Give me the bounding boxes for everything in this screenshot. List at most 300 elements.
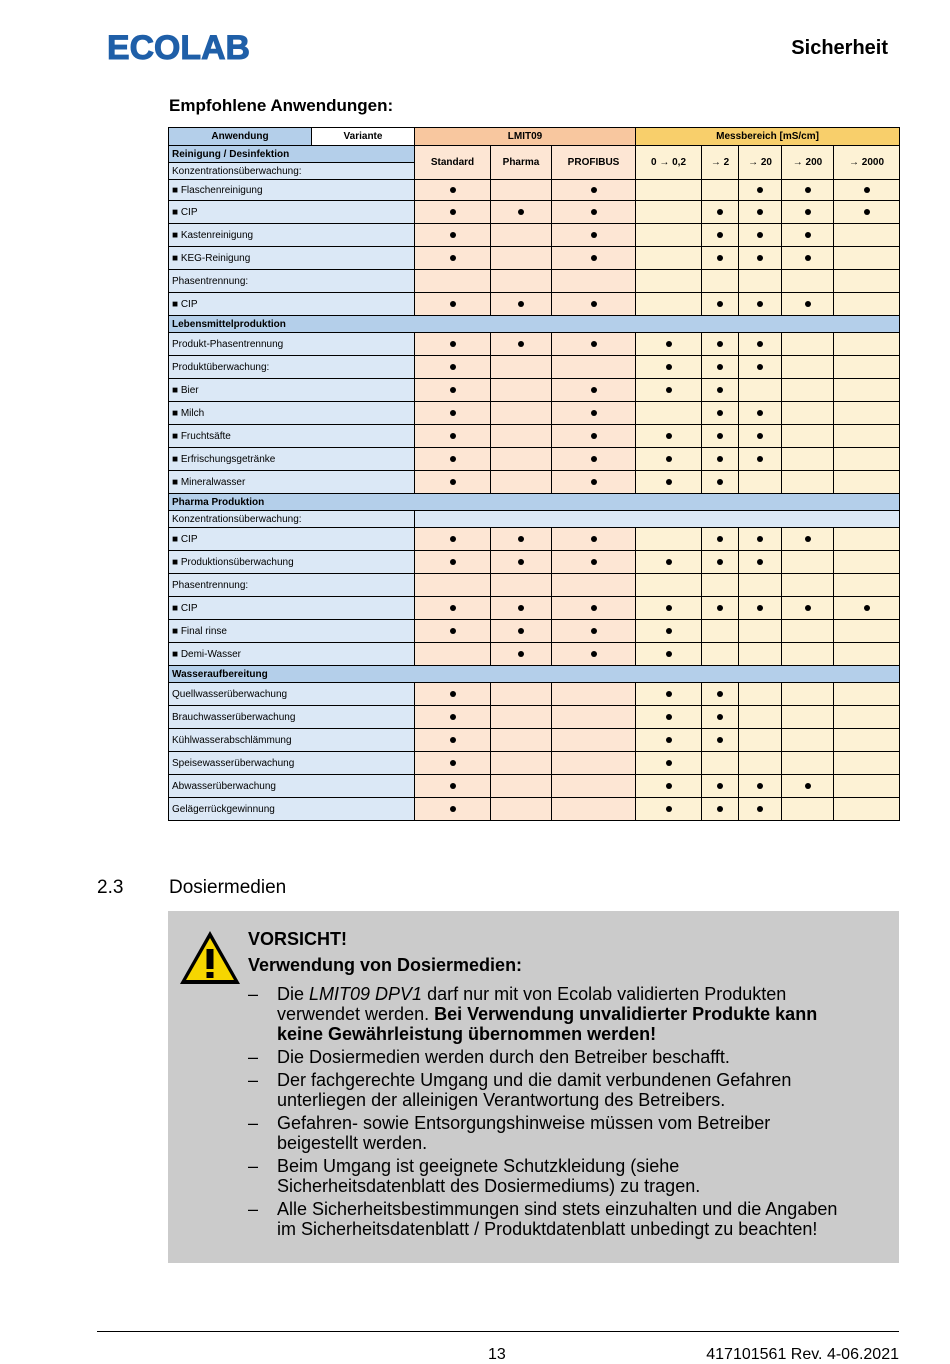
warning-text: darf nur mit von Ecolab validierten Produkten verwendet werden. [277, 984, 787, 1024]
dot-cell [834, 402, 900, 425]
recommended-dot [591, 628, 597, 634]
table-row [169, 706, 900, 729]
dot-cell [739, 643, 782, 666]
dot-cell [702, 224, 739, 247]
subheader-cell: PROFIBUS [552, 146, 636, 180]
recommended-dot [717, 387, 723, 393]
dot-cell [491, 729, 552, 752]
recommended-title: Empfohlene Anwendungen: [169, 96, 394, 115]
recommended-dot [450, 628, 456, 634]
table-row [169, 448, 900, 471]
dot-cell [552, 270, 636, 293]
row-label: Produkt-Phasentrennung [169, 333, 415, 356]
dot-cell [415, 425, 491, 448]
dot-cell [782, 224, 834, 247]
recommended-dot [717, 301, 723, 307]
col-anwendung: Anwendung [169, 128, 312, 146]
dot-cell [834, 752, 900, 775]
dot-cell [636, 448, 702, 471]
table-row [169, 224, 900, 247]
dot-cell [415, 201, 491, 224]
dot-cell [834, 597, 900, 620]
dot-cell [415, 798, 491, 821]
recommended-dot [450, 255, 456, 261]
dot-cell [834, 471, 900, 494]
dot-cell [782, 597, 834, 620]
recommended-dot [591, 651, 597, 657]
recommended-dot [757, 536, 763, 542]
section-header: Sicherheit [791, 37, 888, 59]
row-label: Brauchwasserüberwachung [169, 706, 415, 729]
dot-cell [491, 683, 552, 706]
recommended-dot [591, 605, 597, 611]
dot-cell [552, 180, 636, 201]
recommended-dot [757, 433, 763, 439]
row-label: ■ Flaschenreinigung [169, 180, 415, 201]
warning-text: Die [277, 984, 310, 1004]
dot-cell [491, 775, 552, 798]
group-label: Reinigung / Desinfektion [169, 146, 415, 163]
col-variante: Variante [312, 128, 415, 146]
dot-cell [739, 683, 782, 706]
dot-cell [834, 247, 900, 270]
dot-cell [636, 293, 702, 316]
dot-cell [739, 356, 782, 379]
table-row [169, 729, 900, 752]
recommended-dot [757, 605, 763, 611]
table-row [169, 356, 900, 379]
dot-cell [491, 706, 552, 729]
dot-cell [834, 356, 900, 379]
dot-cell [702, 448, 739, 471]
dot-cell [491, 798, 552, 821]
dot-cell [739, 201, 782, 224]
recommended-dot [591, 341, 597, 347]
dot-cell [415, 620, 491, 643]
dot-cell [552, 729, 636, 752]
recommended-dot [450, 536, 456, 542]
recommended-dot [757, 232, 763, 238]
row-label: ■ CIP [169, 201, 415, 224]
table-row [169, 402, 900, 425]
dot-cell [739, 775, 782, 798]
dot-cell [834, 620, 900, 643]
dot-cell [415, 683, 491, 706]
group-row [169, 146, 900, 163]
recommended-dot [666, 760, 672, 766]
table-row [169, 247, 900, 270]
recommended-dot [450, 209, 456, 215]
subheader-cell: → 20 [739, 146, 782, 180]
row-label: ■ CIP [169, 293, 415, 316]
warning-item: – Die Dosiermedien werden durch den Betreiber beschafft. [248, 1047, 730, 1067]
recommended-dot [450, 737, 456, 743]
dot-cell [491, 333, 552, 356]
recommended-dot [591, 559, 597, 565]
recommended-dot [591, 433, 597, 439]
col-lmit09: LMIT09 [415, 128, 636, 146]
col-messbereich: Messbereich [mS/cm] [636, 128, 900, 146]
recommended-dot [666, 364, 672, 370]
dot-cell [702, 798, 739, 821]
dot-cell [415, 402, 491, 425]
dot-cell [491, 752, 552, 775]
recommended-dot [666, 783, 672, 789]
recommended-dot [757, 783, 763, 789]
group-row [169, 666, 900, 683]
dot-cell [491, 402, 552, 425]
recommended-dot [805, 605, 811, 611]
dot-cell [636, 201, 702, 224]
recommended-dot [757, 559, 763, 565]
dot-cell [782, 775, 834, 798]
recommended-dot [450, 783, 456, 789]
dot-cell [552, 379, 636, 402]
dot-cell [834, 293, 900, 316]
dot-cell [415, 247, 491, 270]
row-label: ■ CIP [169, 597, 415, 620]
dot-cell [636, 471, 702, 494]
table-row [169, 201, 900, 224]
recommended-dot [666, 651, 672, 657]
dot-cell [702, 528, 739, 551]
dot-cell [552, 356, 636, 379]
dot-cell [739, 597, 782, 620]
table-row [169, 293, 900, 316]
dot-cell [702, 574, 739, 597]
dot-cell [415, 224, 491, 247]
warning-box [168, 911, 899, 1263]
dot-cell [415, 448, 491, 471]
row-label: Gelägerrückgewinnung [169, 798, 415, 821]
recommended-dot [518, 301, 524, 307]
dot-cell [491, 551, 552, 574]
dot-cell [739, 471, 782, 494]
dot-cell [739, 752, 782, 775]
dot-cell [739, 293, 782, 316]
recommended-dot [666, 456, 672, 462]
recommended-dot [757, 364, 763, 370]
footer-divider [97, 1331, 899, 1332]
warning-triangle-icon [178, 929, 242, 987]
dot-cell [415, 379, 491, 402]
dot-cell [834, 551, 900, 574]
row-label: ■ Kastenreinigung [169, 224, 415, 247]
dot-cell [702, 683, 739, 706]
row-label: Phasentrennung: [169, 270, 415, 293]
dot-cell [491, 247, 552, 270]
dash: – [248, 984, 259, 1004]
recommended-dot [864, 209, 870, 215]
dot-cell [491, 574, 552, 597]
dot-cell [834, 775, 900, 798]
dot-cell [739, 551, 782, 574]
dot-cell [415, 775, 491, 798]
warning-text: Gefahren- sowie Entsorgungshinweise müssen vom Betreiber beigestellt werden. [277, 1113, 771, 1153]
recommended-dot [717, 341, 723, 347]
table-row [169, 180, 900, 201]
recommended-dot [591, 209, 597, 215]
row-label: ■ Milch [169, 402, 415, 425]
warning-item: – Alle Sicherheitsbestimmungen sind stets einzuhalten und die Angaben im Sicherheitsdatenblatt / Produktdatenblatt unbedingt zu beachten! [248, 1199, 838, 1239]
table-row [169, 379, 900, 402]
dot-cell [552, 425, 636, 448]
dot-cell [702, 551, 739, 574]
recommended-dot [717, 737, 723, 743]
dot-cell [415, 729, 491, 752]
dot-cell [552, 471, 636, 494]
dot-cell [636, 379, 702, 402]
warning-text: Die Dosiermedien werden durch den Betreiber beschafft. [277, 1047, 730, 1067]
row-label: ■ Bier [169, 379, 415, 402]
recommended-dot [666, 691, 672, 697]
recommended-dot [666, 387, 672, 393]
recommended-dot [591, 387, 597, 393]
row-label: Abwasserüberwachung [169, 775, 415, 798]
recommended-dot [757, 301, 763, 307]
dot-cell [834, 729, 900, 752]
dot-cell [636, 247, 702, 270]
dot-cell [491, 224, 552, 247]
dot-cell [552, 597, 636, 620]
recommended-dot [450, 714, 456, 720]
dot-cell [702, 729, 739, 752]
recommended-dot [805, 536, 811, 542]
recommended-dot [518, 651, 524, 657]
dot-cell [636, 333, 702, 356]
table-row [169, 620, 900, 643]
dot-cell [552, 224, 636, 247]
recommended-dot [757, 341, 763, 347]
dot-cell [739, 180, 782, 201]
dot-cell [636, 180, 702, 201]
recommended-dot [666, 341, 672, 347]
table-row [169, 683, 900, 706]
recommended-dot [717, 479, 723, 485]
dot-cell [552, 798, 636, 821]
dot-cell [636, 270, 702, 293]
table-row [169, 597, 900, 620]
recommended-dot [666, 559, 672, 565]
dot-cell [782, 180, 834, 201]
recommended-dot [805, 187, 811, 193]
dot-cell [702, 356, 739, 379]
dot-cell [636, 425, 702, 448]
recommended-dot [450, 760, 456, 766]
row-label: Quellwasserüberwachung [169, 683, 415, 706]
subheader-cell: → 2 [702, 146, 739, 180]
recommended-dot [591, 479, 597, 485]
dot-cell [782, 448, 834, 471]
dot-cell [552, 620, 636, 643]
recommended-dot [450, 456, 456, 462]
dot-cell [782, 752, 834, 775]
row-label: Konzentrationsüberwachung: [169, 511, 415, 528]
dot-cell [491, 597, 552, 620]
dot-cell [834, 643, 900, 666]
dot-cell [782, 620, 834, 643]
row-label: ■ Erfrischungsgetränke [169, 448, 415, 471]
recommended-dot [717, 806, 723, 812]
warning-emphasis: Bei Verwendung unvalidierter Produkte kann keine Gewährleistung übernommen werden! [277, 1004, 818, 1044]
recommended-dot [717, 559, 723, 565]
dot-cell [739, 706, 782, 729]
dot-cell [415, 528, 491, 551]
recommended-dot [518, 628, 524, 634]
dot-cell [552, 551, 636, 574]
group-label: Wasseraufbereitung [169, 666, 900, 683]
table-row [169, 551, 900, 574]
dot-cell [834, 379, 900, 402]
dot-cell [552, 752, 636, 775]
dot-cell [636, 574, 702, 597]
dot-cell [552, 574, 636, 597]
recommended-dot [518, 341, 524, 347]
dot-cell [782, 293, 834, 316]
dot-cell [782, 356, 834, 379]
recommended-dot [864, 187, 870, 193]
recommended-dot [757, 255, 763, 261]
dot-cell [782, 425, 834, 448]
dot-cell [739, 379, 782, 402]
dot-cell [782, 551, 834, 574]
subheader-cell: Pharma [491, 146, 552, 180]
recommended-dot [450, 187, 456, 193]
dot-cell [834, 201, 900, 224]
dot-cell [739, 270, 782, 293]
recommended-dot [518, 605, 524, 611]
dot-cell [491, 528, 552, 551]
row-label: ■ CIP [169, 528, 415, 551]
dot-cell [702, 270, 739, 293]
dot-cell [834, 706, 900, 729]
dot-cell [415, 706, 491, 729]
dot-cell [834, 180, 900, 201]
subheader-cell: → 2000 [834, 146, 900, 180]
recommended-dot [757, 209, 763, 215]
dot-cell [491, 356, 552, 379]
recommended-dot [518, 209, 524, 215]
recommended-dot [717, 783, 723, 789]
recommended-dot [717, 714, 723, 720]
dot-cell [491, 379, 552, 402]
dot-cell [782, 333, 834, 356]
recommended-dot [757, 456, 763, 462]
product-name: LMIT09 DPV1 [309, 984, 423, 1004]
dot-cell [834, 448, 900, 471]
recommended-dot [717, 456, 723, 462]
dot-cell [834, 425, 900, 448]
recommended-dot [591, 456, 597, 462]
dot-cell [782, 706, 834, 729]
subheader-cell: Standard [415, 146, 491, 180]
dot-cell [491, 620, 552, 643]
recommended-dot [518, 559, 524, 565]
dot-cell [739, 224, 782, 247]
table-row [169, 752, 900, 775]
recommended-dot [450, 806, 456, 812]
recommended-dot [717, 433, 723, 439]
recommended-dot [717, 536, 723, 542]
recommended-dot [450, 691, 456, 697]
dot-cell [702, 293, 739, 316]
dot-cell [782, 247, 834, 270]
dot-cell [636, 798, 702, 821]
dot-cell [491, 293, 552, 316]
dot-cell [782, 683, 834, 706]
group-label: Lebensmittelproduktion [169, 316, 900, 333]
dot-cell [552, 333, 636, 356]
ecolab-logo [107, 28, 257, 64]
warning-text: Alle Sicherheitsbestimmungen sind stets einzuhalten und die Angaben im Sicherheitsdatenblatt / Produktdatenblatt unbedingt zu beachten! [277, 1199, 838, 1239]
table-row [169, 775, 900, 798]
row-label: Phasentrennung: [169, 574, 415, 597]
dot-cell [491, 270, 552, 293]
table-row [169, 643, 900, 666]
table-row [169, 528, 900, 551]
dot-cell [491, 448, 552, 471]
recommended-dot [450, 605, 456, 611]
dot-cell [739, 798, 782, 821]
recommended-dot [717, 232, 723, 238]
page-number: 13 [488, 1346, 506, 1363]
dot-cell [552, 402, 636, 425]
recommended-dot [591, 187, 597, 193]
dot-cell [636, 752, 702, 775]
dot-cell [702, 775, 739, 798]
recommended-dot [450, 301, 456, 307]
recommended-dot [717, 410, 723, 416]
dot-cell [636, 597, 702, 620]
dot-cell [702, 643, 739, 666]
dot-cell [834, 798, 900, 821]
recommended-dot [717, 605, 723, 611]
recommended-dot [666, 433, 672, 439]
dot-cell [834, 270, 900, 293]
recommended-dot [717, 209, 723, 215]
dot-cell [782, 574, 834, 597]
section-title: Dosiermedien [169, 877, 287, 898]
dot-cell [415, 333, 491, 356]
dot-cell [702, 471, 739, 494]
recommended-dot [757, 806, 763, 812]
recommended-dot [591, 255, 597, 261]
dot-cell [415, 597, 491, 620]
dot-cell [782, 201, 834, 224]
dot-cell [782, 643, 834, 666]
recommended-dot [757, 187, 763, 193]
dot-cell [636, 683, 702, 706]
row-label: ■ Demi-Wasser [169, 643, 415, 666]
recommended-dot [450, 559, 456, 565]
dot-cell [491, 180, 552, 201]
recommended-dot [805, 783, 811, 789]
recommended-dot [450, 410, 456, 416]
dot-cell [834, 333, 900, 356]
dot-cell [702, 597, 739, 620]
warning-item: – Gefahren- sowie Entsorgungshinweise müssen vom Betreiber beigestellt werden. [248, 1113, 771, 1153]
dot-cell [415, 356, 491, 379]
dot-cell [636, 620, 702, 643]
table-row [169, 574, 900, 597]
dot-cell [834, 528, 900, 551]
table-row [169, 511, 900, 528]
warning-subtitle: Verwendung von Dosiermedien: [248, 955, 523, 975]
dot-cell [552, 293, 636, 316]
recommended-dot [450, 387, 456, 393]
dot-cell [702, 379, 739, 402]
dot-cell [552, 448, 636, 471]
